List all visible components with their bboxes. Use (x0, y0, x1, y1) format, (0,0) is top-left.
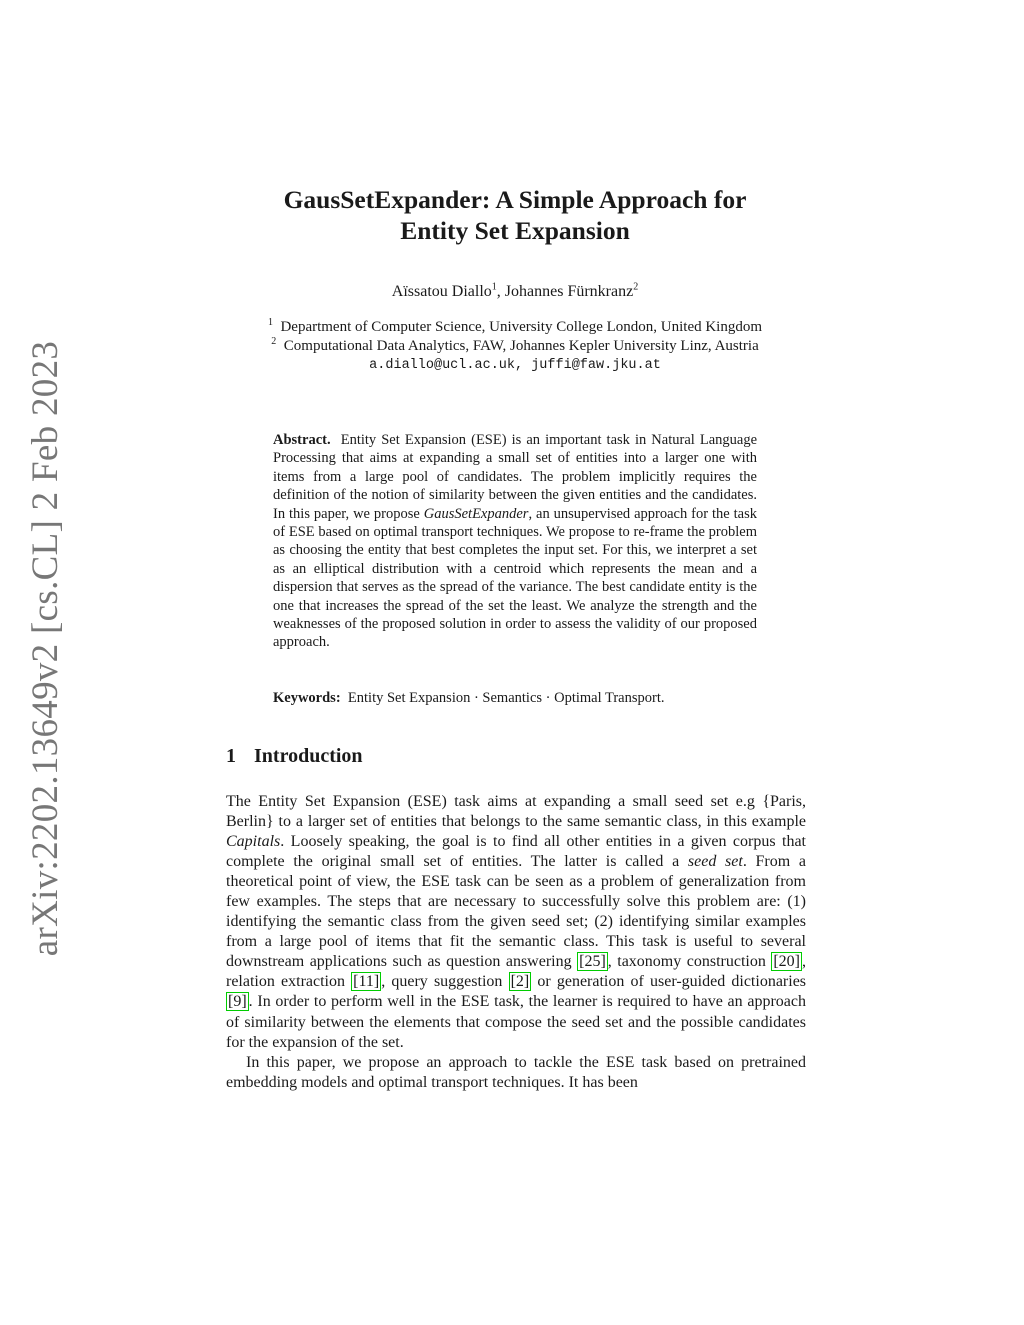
citation-link-2[interactable]: [2] (510, 973, 530, 991)
author-2: Johannes Fürnkranz (504, 283, 634, 300)
title-line-1: GausSetExpander: A Simple Approach for (283, 185, 747, 214)
section-heading-introduction (226, 745, 363, 768)
intro-p1-text-f: , query suggestion (381, 973, 509, 991)
citation-link-20[interactable]: [20] (773, 953, 800, 971)
abstract-method-name: GausSetExpander (423, 505, 529, 522)
affiliation-1-mark: 1 (267, 317, 273, 328)
introduction-body (226, 792, 806, 1093)
arxiv-identifier (22, 340, 70, 956)
intro-p1-text-a: The Entity Set Expansion (ESE) task aims at expanding a small seed set e.g {Paris, Berlin} to a larger set of entities that belongs to the same semantic class, in this example (226, 793, 806, 831)
intro-p1-capitals: Capitals (226, 833, 281, 851)
intro-paragraph-1 (226, 792, 806, 1053)
author-emails: a.diallo@ucl.ac.uk, juffi@faw.jku.at (369, 358, 661, 373)
intro-p1-text-d: , taxonomy construction (607, 953, 772, 971)
abstract-label: Abstract. (273, 432, 331, 448)
abstract (273, 431, 757, 652)
affiliation-1-text: Department of Computer Science, University College London, United Kingdom (280, 319, 763, 335)
abstract-text-a: Entity Set Expansion (ESE) is an important task in Natural Language Processing that aims at expanding a small set of entities into a larger one with items from a large pool of candidates. The problem implicitly requires the definition of the notion of similarity between the given entities and the candidates. In this paper, we propose (273, 432, 758, 522)
author-1: Aïssatou Diallo (391, 283, 492, 300)
citation-link-9[interactable]: [9] (228, 993, 247, 1011)
citation-link-25[interactable]: [25] (579, 953, 606, 971)
affiliation-2 (200, 337, 830, 356)
intro-paragraph-2: In this paper, we propose an approach to tackle the ESE task based on pretrained embedding models and optimal transport techniques. It has been (226, 1053, 806, 1091)
title-line-2: Entity Set Expansion (400, 216, 630, 245)
arxiv-identifier-text: arXiv:2202.13649v2 [cs.CL] 2 Feb 2023 (25, 340, 67, 956)
affiliation-1 (200, 318, 830, 337)
intro-p1-text-c: . From a theoretical point of view, the ESE task can be seen as a problem of generalization from few examples. The steps that are necessary to successfully solve this problem are: (1) identifying the semantic class from the given seed set; (2) identifying similar examples from a large pool of items that fit the semantic class. This task is useful to several downstream applications such as question answering (226, 853, 807, 971)
keywords-label: Keywords: (273, 690, 341, 706)
intro-p1-text-b: . Loosely speaking, the goal is to find all other entities in a given corpus that complete the original small set of entities. The latter is called a (226, 833, 806, 871)
intro-p1-seed-set: seed set (687, 853, 743, 871)
author-list (200, 283, 830, 301)
citation-link-11[interactable]: [11] (353, 973, 380, 991)
intro-p1-text-h: . In order to perform well in the ESE task, the learner is required to have an approach of similarity between the elements that compose the seed set and the possible candidates for the expansion of the set. (226, 993, 806, 1051)
section-number: 1 (226, 745, 236, 767)
affiliations (200, 318, 830, 375)
author-1-affiliation-mark: 1 (491, 281, 497, 293)
author-separator: , (496, 283, 505, 300)
author-2-affiliation-mark: 2 (633, 281, 639, 293)
keywords (273, 689, 757, 707)
keywords-text: Entity Set Expansion · Semantics · Optimal Transport. (347, 690, 665, 706)
paper-title (200, 184, 830, 246)
section-title: Introduction (254, 745, 363, 767)
abstract-text-b: , an unsupervised approach for the task of ESE based on optimal transport techniques. We propose to re-frame the problem as choosing the entity that best completes the input set. For this, we interpret a set as an elliptical distribution with a centroid which represents the mean and a dispersion that serves as the spread of the variance. The best candidate entity is the one that increases the spread of the set the least. We analyze the strength and the weaknesses of the proposed solution in order to assess the validity of our proposed approach. (273, 505, 757, 651)
affiliation-2-mark: 2 (271, 336, 277, 347)
intro-p1-text-g: or generation of user-guided dictionaries (531, 973, 807, 991)
affiliation-2-text: Computational Data Analytics, FAW, Johannes Kepler University Linz, Austria (283, 338, 759, 354)
intro-p1-text-e: , relation extraction (226, 953, 806, 991)
